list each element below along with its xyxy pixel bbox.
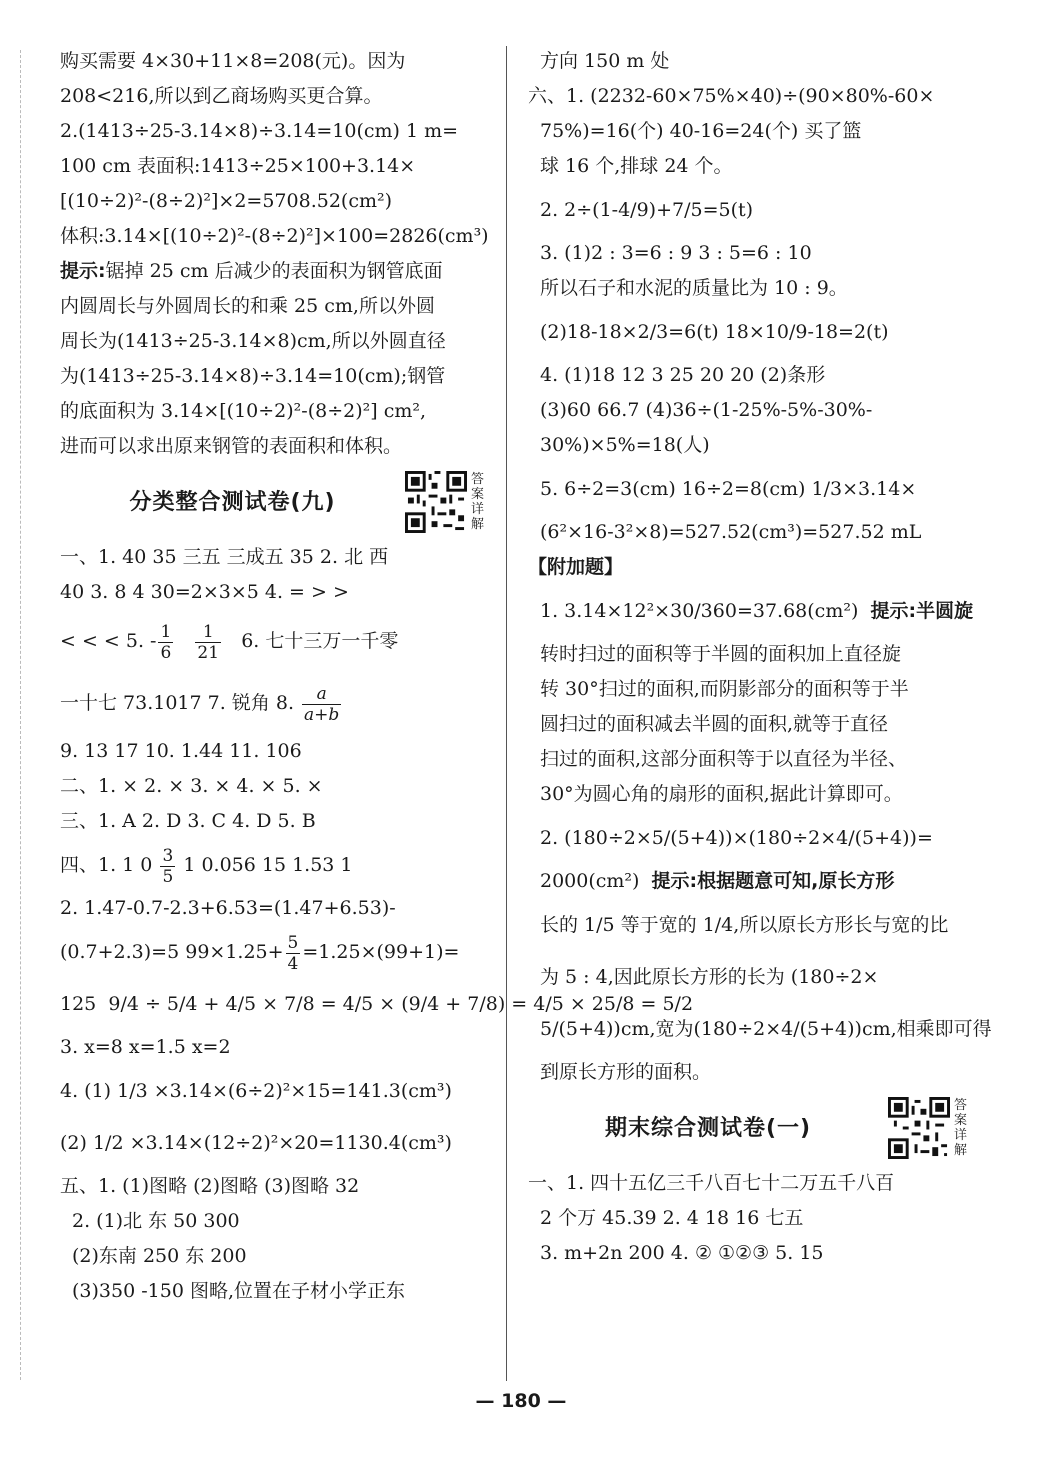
- answer-line: 2. 2÷(1-4/9)+7/5=5(t): [540, 199, 754, 221]
- answer-line: (2)18-18×2/3=6(t) 18×10/9-18=2(t): [540, 321, 889, 343]
- answer-text: 1 0.056 15 1.53 1: [183, 854, 353, 876]
- column-divider: [506, 46, 507, 1381]
- text-line: 100 cm 表面积:1413÷25×100+3.14×: [60, 155, 416, 177]
- qr-code-icon[interactable]: [405, 471, 467, 533]
- text-line: 购买需要 4×30+11×8=208(元)。因为: [60, 50, 406, 72]
- answer-line: 75%)=16(个) 40-16=24(个) 买了篮: [540, 120, 862, 142]
- hint-line: 转时扫过的面积等于半圆的面积加上直径旋: [540, 643, 902, 665]
- fraction: [160, 846, 175, 887]
- page-number: — 180 —: [475, 1390, 567, 1412]
- numerator: 3: [162, 845, 174, 866]
- hint-line: 扫过的面积,这部分面积等于以直径为半径、: [540, 748, 908, 770]
- answer-line: 9. 13 17 10. 1.44 11. 106: [60, 740, 302, 762]
- bonus-heading: [528, 550, 968, 585]
- answer-text: =1.25×(99+1)=: [302, 941, 460, 963]
- answer-line: (3)350 -150 图略,位置在子材小学正东: [72, 1280, 405, 1302]
- section-heading: [528, 1090, 968, 1166]
- answer-line: 5. 6÷2=3(cm) 16÷2=8(cm) 1/3×3.14×: [540, 478, 917, 500]
- answer-line: 3. (1)2 : 3=6 : 9 3 : 5=6 : 10: [540, 242, 812, 264]
- hint-line: [60, 254, 485, 289]
- answer-line: (2) 1/2 ×3.14×(12÷2)²×20=1130.4(cm³): [60, 1132, 452, 1154]
- hint-line: 进而可以求出原来钢管的表面积和体积。: [60, 435, 403, 457]
- right-column: [528, 44, 992, 1271]
- fraction: [302, 684, 341, 725]
- answer-text: 一十七 73.1017 7. 锐角 8.: [60, 692, 294, 714]
- answer-text: 四、1. 1 0: [60, 854, 153, 876]
- denominator: 6: [160, 642, 172, 663]
- hint-line: 长的 1/5 等于宽的 1/4,所以原长方形长与宽的比: [540, 914, 949, 936]
- answer-line: 2. (180÷2×5/(5+4))×(180÷2×4/(5+4))=: [540, 827, 933, 849]
- section-heading: [60, 464, 485, 540]
- denominator: 5: [162, 866, 174, 887]
- answer-line: (3)60 66.7 (4)36÷(1-25%-5%-30%-: [540, 399, 873, 421]
- answer-line: 六、1. (2232-60×75%×40)÷(90×80%-60×: [528, 85, 935, 107]
- text-line: [(10÷2)²-(8÷2)²]×2=5708.52(cm²): [60, 190, 393, 212]
- answer-line: [60, 978, 694, 1030]
- numerator: 1: [195, 622, 221, 643]
- answer-line: [60, 610, 485, 672]
- bonus-label: 【附加题】: [528, 556, 624, 578]
- section-title: 分类整合测试卷(九): [129, 489, 336, 515]
- answer-line: 3. m+2n 200 4. ② ①②③ 5. 15: [540, 1242, 824, 1264]
- denominator: 4: [287, 953, 299, 974]
- answer-line: 2. 1.47-0.7-2.3+6.53=(1.47+6.53)-: [60, 897, 396, 919]
- answer-line: 二、1. × 2. × 3. × 4. × 5. ×: [60, 775, 323, 797]
- hint-line: 为 5 : 4,因此原长方形的长为 (180÷2×: [540, 966, 879, 988]
- hint-label: 提示:: [60, 260, 106, 282]
- answer-line: 五、1. (1)图略 (2)图略 (3)图略 32: [60, 1175, 360, 1197]
- hint-line: 到原长方形的面积。: [540, 1061, 712, 1083]
- qr-code-icon[interactable]: [888, 1097, 950, 1159]
- hint-line: 为(1413÷25-3.14×8)÷3.14=10(cm);钢管: [60, 365, 446, 387]
- hint-line: 内圆周长与外圆周长的和乘 25 cm,所以外圆: [60, 295, 435, 317]
- fraction: [286, 933, 301, 974]
- answer-line: [60, 839, 485, 891]
- answer-line: 球 16 个,排球 24 个。: [540, 155, 733, 177]
- answer-line: 2 个万 45.39 2. 4 18 16 七五: [540, 1207, 804, 1229]
- answer-line: [60, 926, 485, 978]
- answer-line: 3. x=8 x=1.5 x=2: [60, 1036, 231, 1058]
- answer-line: 40 3. 8 4 30=2×3×5 4. = > >: [60, 581, 349, 603]
- section-title: 期末综合测试卷(一): [604, 1115, 812, 1141]
- fraction: [195, 622, 221, 663]
- answer-line: [528, 585, 974, 637]
- answer-text: (0.7+2.3)=5 99×1.25+: [60, 941, 284, 963]
- answer-text: < < < 5. -: [60, 630, 157, 652]
- answer-line: 所以石子和水泥的质量比为 10 : 9。: [540, 277, 848, 299]
- answer-line: 4. (1) 1/3 ×3.14×(6÷2)²×15=141.3(cm³): [60, 1080, 452, 1102]
- answer-line: 4. (1)18 12 3 25 20 20 (2)条形: [540, 364, 826, 386]
- answer-text: 125: [60, 993, 97, 1015]
- numerator: 5: [287, 932, 299, 953]
- answer-line: 一、1. 40 35 三五 三成五 35 2. 北 西: [60, 546, 389, 568]
- answer-line: [60, 672, 485, 734]
- hint-line: 的底面积为 3.14×[(10÷2)²-(8÷2)²] cm²,: [60, 400, 427, 422]
- numerator: a: [302, 684, 341, 705]
- hint-line: 30°为圆心角的扇形的面积,据此计算即可。: [540, 783, 903, 805]
- text-line: 208<216,所以到乙商场购买更合算。: [60, 85, 383, 107]
- denominator: a+b: [304, 704, 340, 725]
- answer-text: 2000(cm²): [540, 870, 640, 892]
- hint-text: 锯掉 25 cm 后减少的表面积为钢管底面: [105, 260, 443, 282]
- hint-line: 圆扫过的面积减去半圆的面积,就等于直径: [540, 713, 889, 735]
- text-line: 体积:3.14×[(10÷2)²-(8÷2)²]×100=2826(cm³): [60, 225, 489, 247]
- answer-line: 三、1. A 2. D 3. C 4. D 5. B: [60, 810, 316, 832]
- numerator: 1: [160, 621, 172, 642]
- hint-text: 提示:半圆旋: [870, 600, 974, 622]
- hint-line: 周长为(1413÷25-3.14×8)cm,所以外圆直径: [60, 330, 446, 352]
- cut-line: [20, 50, 22, 1380]
- binding-edge: [0, 0, 40, 1468]
- hint-text: 提示:根据题意可知,原长方形: [651, 870, 895, 892]
- answer-text: 1. 3.14×12²×30/360=37.68(cm²): [540, 600, 859, 622]
- answer-line: 30%)×5%=18(人): [540, 434, 710, 456]
- answer-expression: 9/4 ÷ 5/4 + 4/5 × 7/8 = 4/5 × (9/4 + 7/8) = 4/5 × 25/8 = 5/2: [108, 993, 694, 1015]
- fraction: [158, 622, 173, 663]
- answer-line: 方向 150 m 处: [540, 50, 670, 72]
- denominator: 21: [197, 642, 220, 663]
- answer-line: (2)东南 250 东 200: [72, 1245, 247, 1267]
- answer-line: 2. (1)北 东 50 300: [72, 1210, 240, 1232]
- hint-line: 转 30°扫过的面积,而阴影部分的面积等于半: [540, 678, 909, 700]
- hint-line: 5/(5+4))cm,宽为(180÷2×4/(5+4))cm,相乘即可得: [540, 1018, 992, 1040]
- text-line: 2.(1413÷25-3.14×8)÷3.14=10(cm) 1 m=: [60, 120, 459, 142]
- qr-caption: 答案详解: [954, 1098, 968, 1158]
- qr-caption: 答案详解: [471, 472, 485, 532]
- answer-line: 一、1. 四十五亿三千八百七十二万五千八百: [528, 1172, 895, 1194]
- answer-line: (6²×16-3²×8)=527.52(cm³)=527.52 mL: [540, 521, 922, 543]
- answer-line: [528, 864, 968, 899]
- answer-text: 6. 七十三万一千零: [241, 630, 399, 652]
